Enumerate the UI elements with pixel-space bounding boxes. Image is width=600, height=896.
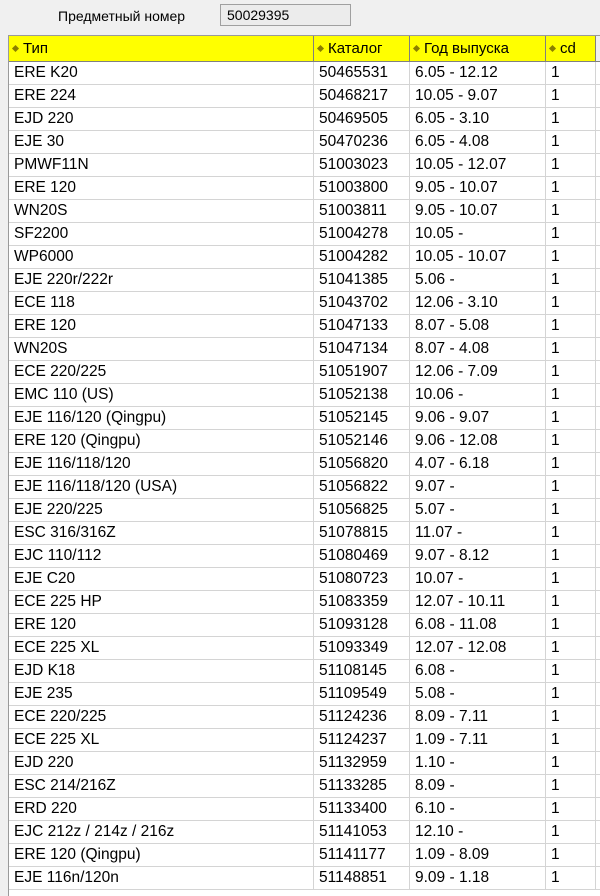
cell-filler: [596, 545, 600, 568]
cell-filler: [596, 269, 600, 292]
cell-type: ESC 316/316Z: [9, 522, 314, 545]
cell-type: ERE 120: [9, 315, 314, 338]
cell-cd: 1: [546, 200, 596, 223]
table-row[interactable]: [9, 568, 600, 591]
cell-cd: 1: [546, 292, 596, 315]
cell-catalog: 51047134: [314, 338, 410, 361]
table-header: [9, 36, 600, 62]
table-row[interactable]: [9, 453, 600, 476]
table-row[interactable]: [9, 683, 600, 706]
column-header-filler: [596, 36, 600, 62]
sort-icon: [317, 45, 324, 52]
table-row[interactable]: [9, 62, 600, 85]
cell-catalog: 51078815: [314, 522, 410, 545]
cell-catalog: 51004278: [314, 223, 410, 246]
sort-icon: [12, 45, 19, 52]
cell-cd: 1: [546, 706, 596, 729]
cell-catalog: 51051907: [314, 361, 410, 384]
sort-icon: [413, 45, 420, 52]
cell-filler: [596, 453, 600, 476]
cell-catalog: 51052138: [314, 384, 410, 407]
cell-cd: 1: [546, 614, 596, 637]
table-row[interactable]: [9, 154, 600, 177]
cell-cd: 1: [546, 315, 596, 338]
cell-type: EJE 116/118/120 (USA): [9, 476, 314, 499]
cell-cd: 1: [546, 568, 596, 591]
cell-year: 6.05 - 3.10: [410, 108, 546, 131]
cell-year: 12.07 - 12.08: [410, 637, 546, 660]
cell-type: EJD K18: [9, 660, 314, 683]
cell-type: ECE 225 XL: [9, 637, 314, 660]
cell-catalog: 50469505: [314, 108, 410, 131]
cell-type: EJE 220/225: [9, 499, 314, 522]
cell-filler: [596, 499, 600, 522]
cell-filler: [596, 522, 600, 545]
cell-cd: 1: [546, 522, 596, 545]
cell-year: 9.07 - 8.12: [410, 545, 546, 568]
cell-catalog: 50468217: [314, 85, 410, 108]
cell-year: 10.05 - 10.07: [410, 246, 546, 269]
cell-catalog: 51047133: [314, 315, 410, 338]
table-body: [9, 62, 600, 890]
cell-type: ESC 214/216Z: [9, 775, 314, 798]
cell-catalog: 51003023: [314, 154, 410, 177]
cell-cd: 1: [546, 453, 596, 476]
table-row[interactable]: [9, 752, 600, 775]
cell-cd: 1: [546, 821, 596, 844]
cell-filler: [596, 844, 600, 867]
cell-catalog: 51141053: [314, 821, 410, 844]
cell-filler: [596, 361, 600, 384]
cell-catalog: 51108145: [314, 660, 410, 683]
table-row[interactable]: [9, 545, 600, 568]
cell-cd: 1: [546, 154, 596, 177]
cell-filler: [596, 821, 600, 844]
cell-year: 12.07 - 10.11: [410, 591, 546, 614]
cell-filler: [596, 154, 600, 177]
cell-year: 6.05 - 12.12: [410, 62, 546, 85]
cell-filler: [596, 108, 600, 131]
cell-filler: [596, 683, 600, 706]
cell-year: 6.08 - 11.08: [410, 614, 546, 637]
table-row[interactable]: [9, 407, 600, 430]
cell-filler: [596, 338, 600, 361]
table-row[interactable]: [9, 108, 600, 131]
cell-type: ERD 220: [9, 798, 314, 821]
cell-year: 9.07 -: [410, 476, 546, 499]
cell-cd: 1: [546, 384, 596, 407]
cell-type: ECE 225 XL: [9, 729, 314, 752]
cell-year: 8.09 -: [410, 775, 546, 798]
cell-type: ERE 120: [9, 177, 314, 200]
cell-cd: 1: [546, 246, 596, 269]
cell-type: EJE 30: [9, 131, 314, 154]
table-row[interactable]: [9, 591, 600, 614]
cell-filler: [596, 706, 600, 729]
part-number-bar: [0, 0, 600, 34]
table-row[interactable]: [9, 522, 600, 545]
cell-filler: [596, 568, 600, 591]
table-row[interactable]: [9, 200, 600, 223]
table-row[interactable]: [9, 614, 600, 637]
cell-filler: [596, 246, 600, 269]
cell-filler: [596, 292, 600, 315]
cell-cd: 1: [546, 499, 596, 522]
cell-filler: [596, 637, 600, 660]
cell-type: ECE 118: [9, 292, 314, 315]
cell-year: 10.05 - 12.07: [410, 154, 546, 177]
cell-filler: [596, 614, 600, 637]
cell-catalog: 51052146: [314, 430, 410, 453]
cell-year: 8.07 - 5.08: [410, 315, 546, 338]
table-row[interactable]: [9, 499, 600, 522]
cell-type: ECE 220/225: [9, 706, 314, 729]
cell-year: 9.05 - 10.07: [410, 177, 546, 200]
cell-type: ERE 120 (Qingpu): [9, 430, 314, 453]
table-row[interactable]: [9, 867, 600, 890]
table-row[interactable]: [9, 729, 600, 752]
cell-type: WP6000: [9, 246, 314, 269]
cell-type: EJE 220r/222r: [9, 269, 314, 292]
cell-year: 6.08 -: [410, 660, 546, 683]
cell-filler: [596, 384, 600, 407]
cell-cd: 1: [546, 108, 596, 131]
cell-type: EJE 116/118/120: [9, 453, 314, 476]
cell-type: PMWF11N: [9, 154, 314, 177]
cell-type: EJE 116n/120n: [9, 867, 314, 890]
cell-filler: [596, 62, 600, 85]
cell-cd: 1: [546, 683, 596, 706]
table-row[interactable]: [9, 269, 600, 292]
table-row[interactable]: [9, 476, 600, 499]
cell-filler: [596, 775, 600, 798]
cell-filler: [596, 315, 600, 338]
cell-cd: 1: [546, 775, 596, 798]
table-row[interactable]: [9, 798, 600, 821]
cell-year: 9.05 - 10.07: [410, 200, 546, 223]
cell-cd: 1: [546, 637, 596, 660]
cell-type: EJC 212z / 214z / 216z: [9, 821, 314, 844]
table-row[interactable]: [9, 637, 600, 660]
cell-cd: 1: [546, 867, 596, 890]
table-row[interactable]: [9, 246, 600, 269]
cell-filler: [596, 752, 600, 775]
part-number-label: Предметный номер: [58, 8, 186, 24]
cell-year: 9.06 - 12.08: [410, 430, 546, 453]
table-row[interactable]: [9, 338, 600, 361]
cell-cd: 1: [546, 545, 596, 568]
cell-catalog: 51148851: [314, 867, 410, 890]
column-header-catalog[interactable]: [314, 36, 410, 62]
cell-cd: 1: [546, 844, 596, 867]
cell-catalog: 51003811: [314, 200, 410, 223]
cell-filler: [596, 177, 600, 200]
cell-year: 9.06 - 9.07: [410, 407, 546, 430]
cell-year: 11.07 -: [410, 522, 546, 545]
cell-catalog: 51056825: [314, 499, 410, 522]
cell-cd: 1: [546, 476, 596, 499]
cell-type: EJE 116/120 (Qingpu): [9, 407, 314, 430]
cell-cd: 1: [546, 62, 596, 85]
cell-year: 10.07 -: [410, 568, 546, 591]
cell-type: EJE C20: [9, 568, 314, 591]
cell-cd: 1: [546, 338, 596, 361]
cell-year: 5.08 -: [410, 683, 546, 706]
column-header-label: cd: [560, 40, 576, 57]
cell-cd: 1: [546, 269, 596, 292]
cell-cd: 1: [546, 223, 596, 246]
column-header-cd[interactable]: [546, 36, 596, 62]
cell-type: WN20S: [9, 200, 314, 223]
cell-filler: [596, 476, 600, 499]
cell-year: 9.09 - 1.18: [410, 867, 546, 890]
cell-year: 8.09 - 7.11: [410, 706, 546, 729]
table-row[interactable]: [9, 292, 600, 315]
cell-catalog: 50465531: [314, 62, 410, 85]
cell-catalog: 51124236: [314, 706, 410, 729]
table-row[interactable]: [9, 384, 600, 407]
cell-catalog: 51080723: [314, 568, 410, 591]
cell-filler: [596, 223, 600, 246]
cell-year: 1.10 -: [410, 752, 546, 775]
sort-icon: [549, 45, 556, 52]
cell-catalog: 51052145: [314, 407, 410, 430]
cell-year: 5.07 -: [410, 499, 546, 522]
cell-year: 4.07 - 6.18: [410, 453, 546, 476]
cell-year: 1.09 - 7.11: [410, 729, 546, 752]
table-row[interactable]: [9, 844, 600, 867]
cell-year: 10.06 -: [410, 384, 546, 407]
cell-filler: [596, 407, 600, 430]
cell-type: ECE 220/225: [9, 361, 314, 384]
cell-cd: 1: [546, 131, 596, 154]
cell-type: WN20S: [9, 338, 314, 361]
cell-type: EMC 110 (US): [9, 384, 314, 407]
cell-type: ERE 120 (Qingpu): [9, 844, 314, 867]
cell-year: 12.10 -: [410, 821, 546, 844]
cell-year: 10.05 - 9.07: [410, 85, 546, 108]
cell-filler: [596, 867, 600, 890]
cell-cd: 1: [546, 430, 596, 453]
cell-cd: 1: [546, 407, 596, 430]
cell-filler: [596, 798, 600, 821]
cell-type: ERE 120: [9, 614, 314, 637]
cell-year: 8.07 - 4.08: [410, 338, 546, 361]
cell-catalog: 51056822: [314, 476, 410, 499]
cell-cd: 1: [546, 729, 596, 752]
cell-cd: 1: [546, 591, 596, 614]
cell-type: SF2200: [9, 223, 314, 246]
parts-table: [8, 35, 600, 896]
cell-year: 1.09 - 8.09: [410, 844, 546, 867]
cell-catalog: 51141177: [314, 844, 410, 867]
cell-cd: 1: [546, 660, 596, 683]
cell-cd: 1: [546, 177, 596, 200]
cell-filler: [596, 430, 600, 453]
table-row[interactable]: [9, 775, 600, 798]
cell-filler: [596, 660, 600, 683]
cell-catalog: 50470236: [314, 131, 410, 154]
cell-catalog: 51056820: [314, 453, 410, 476]
table-row[interactable]: [9, 430, 600, 453]
table-row[interactable]: [9, 85, 600, 108]
cell-year: 12.06 - 3.10: [410, 292, 546, 315]
cell-catalog: 51003800: [314, 177, 410, 200]
cell-catalog: 51133285: [314, 775, 410, 798]
cell-catalog: 51132959: [314, 752, 410, 775]
table-row[interactable]: [9, 223, 600, 246]
table-row[interactable]: [9, 706, 600, 729]
cell-type: EJC 110/112: [9, 545, 314, 568]
part-number-field[interactable]: 50029395: [220, 4, 351, 26]
table-row[interactable]: [9, 361, 600, 384]
table-row[interactable]: [9, 177, 600, 200]
cell-filler: [596, 200, 600, 223]
cell-year: 5.06 -: [410, 269, 546, 292]
table-row[interactable]: [9, 821, 600, 844]
column-header-type[interactable]: [9, 36, 314, 62]
table-row[interactable]: [9, 660, 600, 683]
cell-catalog: 51109549: [314, 683, 410, 706]
cell-year: 6.05 - 4.08: [410, 131, 546, 154]
cell-year: 6.10 -: [410, 798, 546, 821]
cell-catalog: 51133400: [314, 798, 410, 821]
cell-catalog: 51093128: [314, 614, 410, 637]
column-header-label: Год выпуска: [424, 40, 509, 57]
table-row[interactable]: [9, 131, 600, 154]
cell-type: EJD 220: [9, 108, 314, 131]
cell-catalog: 51093349: [314, 637, 410, 660]
cell-year: 10.05 -: [410, 223, 546, 246]
cell-filler: [596, 85, 600, 108]
cell-filler: [596, 729, 600, 752]
cell-type: EJD 220: [9, 752, 314, 775]
cell-filler: [596, 591, 600, 614]
cell-cd: 1: [546, 361, 596, 384]
cell-catalog: 51080469: [314, 545, 410, 568]
column-header-label: Тип: [23, 40, 49, 57]
column-header-year[interactable]: [410, 36, 546, 62]
cell-catalog: 51004282: [314, 246, 410, 269]
column-header-label: Каталог: [328, 40, 383, 57]
cell-filler: [596, 131, 600, 154]
cell-catalog: 51083359: [314, 591, 410, 614]
cell-type: ECE 225 HP: [9, 591, 314, 614]
cell-cd: 1: [546, 798, 596, 821]
table-row[interactable]: [9, 315, 600, 338]
cell-type: EJE 235: [9, 683, 314, 706]
cell-catalog: 51041385: [314, 269, 410, 292]
cell-catalog: 51124237: [314, 729, 410, 752]
cell-cd: 1: [546, 752, 596, 775]
cell-catalog: 51043702: [314, 292, 410, 315]
cell-type: ERE 224: [9, 85, 314, 108]
cell-cd: 1: [546, 85, 596, 108]
cell-type: ERE K20: [9, 62, 314, 85]
cell-year: 12.06 - 7.09: [410, 361, 546, 384]
